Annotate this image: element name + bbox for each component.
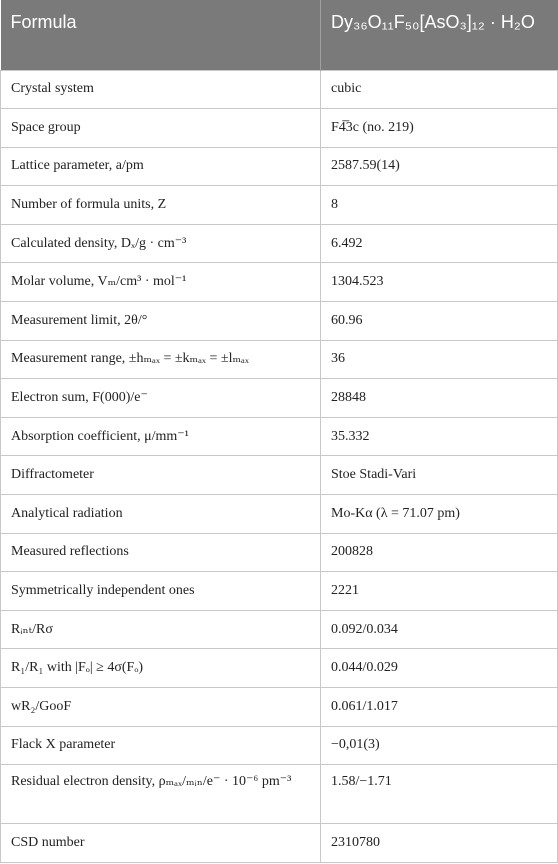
row-label: Number of formula units, Z [1,186,321,225]
row-value: 0.044/0.029 [321,649,558,688]
row-value: 0.061/1.017 [321,688,558,727]
table-row [1,765,558,824]
table-row [1,379,558,418]
table-row [1,456,558,495]
row-value: 200828 [321,533,558,572]
row-value: 2310780 [321,824,558,863]
row-label: Absorption coefficient, μ/mm⁻¹ [1,417,321,456]
table-row [1,263,558,302]
row-value: 28848 [321,379,558,418]
table-row [1,302,558,341]
row-value: −0,01(3) [321,726,558,765]
row-label: Measured reflections [1,533,321,572]
row-label: R₁/R₁ with |Fₒ| ≥ 4σ(Fₒ) [1,649,321,688]
row-value: 2221 [321,572,558,611]
row-value: 0.092/0.034 [321,610,558,649]
row-label: Residual electron density, ρₘₐₓ/ₘᵢₙ/e⁻ · 10⁻⁶ pm⁻³ [1,765,321,824]
table-row [1,688,558,727]
table-row [1,495,558,534]
row-label: Electron sum, F(000)/e⁻ [1,379,321,418]
table-row [1,610,558,649]
row-label: Measurement range, ±hₘₐₓ = ±kₘₐₓ = ±lₘₐₓ [1,340,321,379]
header-formula-label: Formula [1,0,321,70]
row-value: 1.58/−1.71 [321,765,558,824]
row-value: 6.492 [321,224,558,263]
row-label: Diffractometer [1,456,321,495]
row-value: cubic [321,70,558,109]
row-label: wR₂/GooF [1,688,321,727]
table-header-row [1,0,558,70]
table-row [1,109,558,148]
table-row [1,186,558,225]
row-label: Molar volume, Vₘ/cm³ · mol⁻¹ [1,263,321,302]
table-row [1,649,558,688]
row-value: 60.96 [321,302,558,341]
row-value: 1304.523 [321,263,558,302]
row-value: 35.332 [321,417,558,456]
row-label: Flack X parameter [1,726,321,765]
row-label: Analytical radiation [1,495,321,534]
header-formula-value: Dy₃₆O₁₁F₅₀[AsO₃]₁₂ · H₂O [321,0,558,70]
row-value: Mo-Kα (λ = 71.07 pm) [321,495,558,534]
table-row [1,824,558,863]
row-label: Calculated density, Dₓ/g · cm⁻³ [1,224,321,263]
row-value: Stoe Stadi-Vari [321,456,558,495]
row-label: CSD number [1,824,321,863]
table-row [1,726,558,765]
row-value: F4̅3c (no. 219) [321,109,558,148]
table-row [1,224,558,263]
table-row [1,533,558,572]
table-row [1,147,558,186]
table-row [1,417,558,456]
table-row [1,340,558,379]
row-value: 36 [321,340,558,379]
row-value: 2587.59(14) [321,147,558,186]
row-label: Rᵢₙₜ/Rσ [1,610,321,649]
table-row [1,572,558,611]
table-row [1,70,558,109]
row-label: Measurement limit, 2θ/° [1,302,321,341]
row-label: Space group [1,109,321,148]
row-label: Lattice parameter, a/pm [1,147,321,186]
row-label: Symmetrically independent ones [1,572,321,611]
row-label: Crystal system [1,70,321,109]
row-value: 8 [321,186,558,225]
